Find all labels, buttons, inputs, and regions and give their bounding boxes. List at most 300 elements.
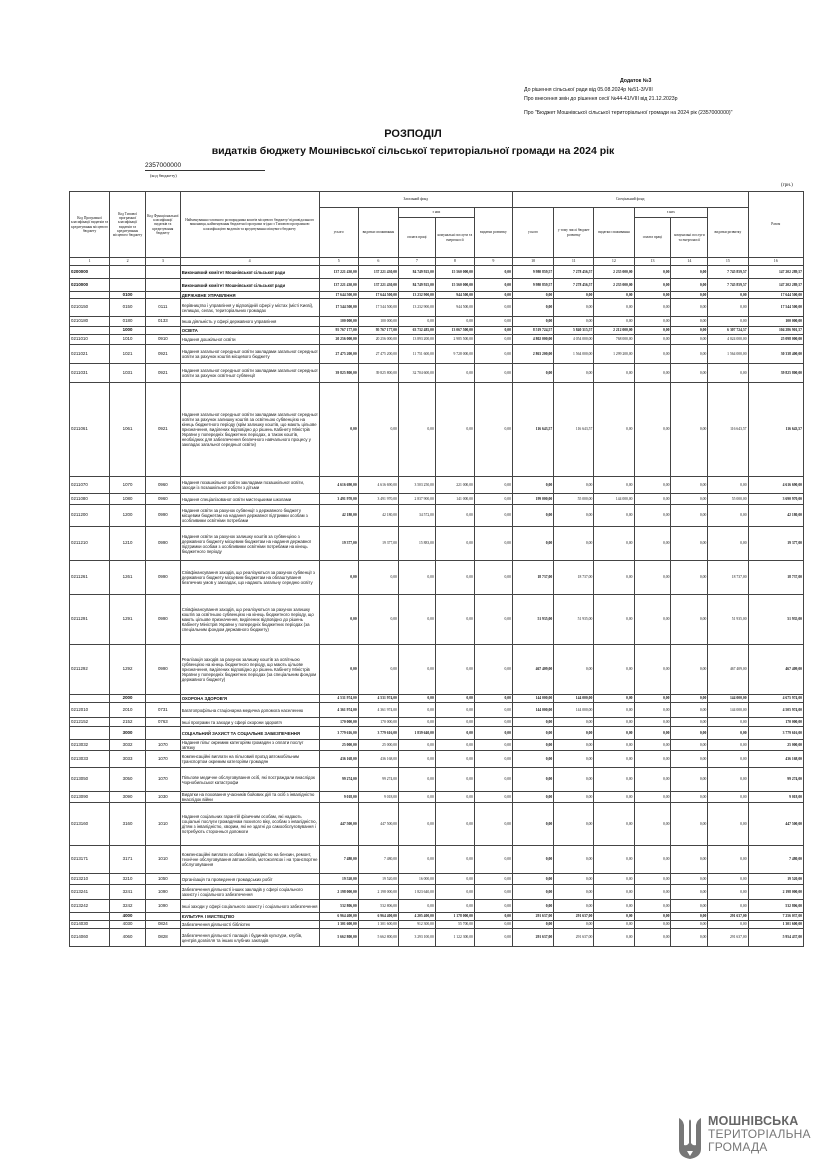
program-code-cell: 0213241 [70, 885, 110, 900]
col-name: Найменування головного розпорядника коштів місцевого бюджету/ відповідального виконавця, найменування бюджетної програми згідно з Типовою програмною класифікацією видатків та кредитування місцевого бюджету [180, 192, 319, 258]
column-number-row [70, 258, 804, 266]
amount-cell: 0,00 [474, 494, 512, 505]
amount-cell: 17 544 500,00 [319, 299, 358, 317]
amount-cell: 467 409,00 [748, 645, 803, 695]
amount-cell: 0,00 [594, 383, 634, 477]
amount-cell: 0,00 [398, 792, 435, 803]
amount-cell: 0,00 [594, 527, 634, 561]
amount-cell: 2 198 000,00 [319, 885, 358, 900]
amount-cell: 100 000,00 [319, 317, 358, 327]
program-name-cell: Інші програми та заходи у сфері охорони здоров'я [180, 718, 319, 727]
amount-cell: 0,00 [474, 874, 512, 885]
amount-cell: 7 480,00 [748, 846, 803, 874]
table-row [70, 703, 804, 718]
amount-cell: 19 377,00 [748, 527, 803, 561]
amount-cell: 4 616 690,00 [748, 477, 803, 494]
amount-cell: 0,00 [474, 279, 512, 292]
functional-code-cell: 0990 [145, 645, 180, 695]
amount-cell: 7 278 456,57 [554, 279, 594, 292]
amount-cell: 2 235 000,00 [594, 266, 634, 279]
amount-cell: 7 256 037,00 [748, 913, 803, 921]
amount-cell: 0,00 [708, 768, 748, 792]
program-name-cell: Інші заходи у сфері соціального захисту і соціального забезпечення [180, 900, 319, 913]
amount-cell: 0,00 [594, 900, 634, 913]
amount-cell: 7 480,00 [358, 846, 398, 874]
table-row [70, 494, 804, 505]
amount-cell: 0,00 [435, 561, 474, 595]
amount-cell: 0,00 [435, 874, 474, 885]
amount-cell: 0,00 [671, 327, 708, 335]
amount-cell: 0,00 [474, 364, 512, 383]
amount-cell: 768 000,00 [594, 335, 634, 345]
sf-total-header: усього [512, 208, 553, 258]
amount-cell: 3 779 616,00 [748, 727, 803, 740]
amount-cell: 0,00 [594, 505, 634, 527]
amount-cell: 3 690 970,00 [748, 494, 803, 505]
special-fund-header: Спеціальний фонд [512, 192, 748, 208]
amount-cell: 0,00 [671, 703, 708, 718]
amount-cell: 0,00 [474, 703, 512, 718]
amount-cell: 0,00 [512, 505, 553, 527]
amount-cell: 0,00 [474, 477, 512, 494]
program-name-cell: Реалізація заходів за рахунок залишку коштів за освітньою субвенцією на кінець бюджетного періоду, що мають цільове призначення, виділених відповідно до рішень Кабінету Міністрів України у попередніх бюджетних періодах (за спеціальним фондом державного бюджету) [180, 645, 319, 695]
general-fund-header: Загальний фонд [319, 192, 512, 208]
sf-salary-header: оплата праці [634, 218, 671, 258]
amount-cell: 170 000,00 [358, 718, 398, 727]
amount-cell: 0,00 [671, 279, 708, 292]
table-row [70, 929, 804, 947]
sf-utilities-header: комунальні послуги та енергоносії [671, 218, 708, 258]
amount-cell: 0,00 [634, 266, 671, 279]
amount-cell: 42 180,00 [358, 505, 398, 527]
amount-cell: 0,00 [671, 900, 708, 913]
amount-cell: 0,00 [594, 751, 634, 768]
amount-cell: 0,00 [512, 885, 553, 900]
table-group-row [70, 913, 804, 921]
program-code-cell: 0211010 [70, 335, 110, 345]
amount-cell: 0,00 [634, 527, 671, 561]
amount-cell: 0,00 [435, 703, 474, 718]
amount-cell: 2 863 200,00 [512, 345, 553, 364]
amount-cell: 0,00 [634, 327, 671, 335]
amount-cell: 0,00 [671, 718, 708, 727]
amount-cell: 0,00 [474, 266, 512, 279]
amount-cell: 1 564 000,00 [708, 345, 748, 364]
functional-code-cell [145, 695, 180, 703]
amount-cell: 0,00 [398, 317, 435, 327]
amount-cell: 18 737,00 [748, 561, 803, 595]
amount-cell: 0,00 [554, 846, 594, 874]
amount-cell: 0,00 [435, 792, 474, 803]
amount-cell: 0,00 [634, 561, 671, 595]
table-row [70, 740, 804, 751]
program-name-cell: Надання позашкільної освіти закладами позашкільної освіти, заходи із позашкільної роботи з дітьми [180, 477, 319, 494]
amount-cell: 0,00 [671, 317, 708, 327]
amount-cell: 0,00 [474, 695, 512, 703]
program-code-cell: 0210180 [70, 317, 110, 327]
amount-cell: 3 779 616,00 [319, 727, 358, 740]
amount-cell: 0,00 [554, 477, 594, 494]
program-code-cell: 0211031 [70, 364, 110, 383]
amount-cell: 532 806,00 [319, 900, 358, 913]
amount-cell: 0,00 [474, 292, 512, 299]
column-number-cell: 2 [110, 258, 146, 266]
amount-cell: 0,00 [474, 527, 512, 561]
amount-cell: 0,00 [512, 299, 553, 317]
amount-cell: 2 837 900,00 [398, 494, 435, 505]
column-number-cell: 14 [671, 258, 708, 266]
budget-table [69, 191, 804, 947]
amount-cell: 0,00 [634, 695, 671, 703]
document-title: РОЗПОДІЛ [384, 128, 442, 140]
column-number-cell: 12 [594, 258, 634, 266]
amount-cell: 7 480,00 [319, 846, 358, 874]
amount-cell: 0,00 [594, 703, 634, 718]
typical-code-cell: 1021 [110, 345, 146, 364]
amount-cell: 0,00 [398, 383, 435, 477]
col-functional-code: Код Функціональної класифікації видатків та кредитування бюджету [145, 192, 180, 258]
program-code-cell: 0213242 [70, 900, 110, 913]
typical-code-cell: 4000 [110, 913, 146, 921]
amount-cell: 15 560 000,00 [435, 279, 474, 292]
amount-cell: 0,00 [708, 900, 748, 913]
typical-code-cell: 3242 [110, 900, 146, 913]
amount-cell: 0,00 [435, 595, 474, 645]
amount-cell: 0,00 [708, 740, 748, 751]
amount-cell: 0,00 [554, 718, 594, 727]
program-name-cell: Виконавчий комітет Мошнівської сільської ради [180, 279, 319, 292]
amount-cell: 0,00 [512, 292, 553, 299]
amount-cell: 0,00 [554, 505, 594, 527]
amount-cell: 0,00 [474, 327, 512, 335]
logo-line-3: ГРОМАДА [708, 1140, 768, 1154]
functional-code-cell: 0921 [145, 383, 180, 477]
amount-cell: 137 221 430,00 [319, 266, 358, 279]
amount-cell: 9 018,00 [358, 792, 398, 803]
amount-cell: 144 000,00 [554, 703, 594, 718]
typical-code-cell: 1200 [110, 505, 146, 527]
amount-cell: 0,00 [512, 718, 553, 727]
amount-cell: 0,00 [708, 803, 748, 846]
amount-cell: 0,00 [358, 561, 398, 595]
amount-cell: 84 749 925,00 [398, 266, 435, 279]
program-code-cell: 0212152 [70, 718, 110, 727]
amount-cell: 0,00 [474, 803, 512, 846]
column-number-cell: 11 [554, 258, 594, 266]
amount-cell: 0,00 [594, 364, 634, 383]
annex-header [524, 77, 804, 118]
amount-cell: 95 767 177,00 [319, 327, 358, 335]
functional-code-cell [145, 266, 180, 279]
amount-cell: 0,00 [474, 921, 512, 929]
amount-cell: 0,00 [671, 494, 708, 505]
col-program-code: Код Програмної класифікації видатків та кредитування місцевого бюджету [70, 192, 110, 258]
amount-cell: 0,00 [512, 317, 553, 327]
amount-cell: 20 256 000,00 [319, 335, 358, 345]
program-name-cell: Надання дошкільної освіти [180, 335, 319, 345]
amount-cell: 0,00 [435, 803, 474, 846]
amount-cell: 0,00 [554, 740, 594, 751]
amount-cell: 291 637,00 [554, 929, 594, 947]
amount-cell: 0,00 [671, 527, 708, 561]
amount-cell: 0,00 [554, 645, 594, 695]
amount-cell: 0,00 [398, 703, 435, 718]
amount-cell: 137 221 430,00 [319, 279, 358, 292]
amount-cell: 18 737,00 [554, 561, 594, 595]
amount-cell: 0,00 [671, 505, 708, 527]
amount-cell: 0,00 [512, 751, 553, 768]
table-row [70, 803, 804, 846]
amount-cell: 0,00 [671, 846, 708, 874]
amount-cell: 1 301 600,00 [358, 921, 398, 929]
amount-cell: 0,00 [594, 317, 634, 327]
amount-cell: 144 000,00 [708, 703, 748, 718]
column-number-cell: 1 [70, 258, 110, 266]
typical-code-cell: 0100 [110, 292, 146, 299]
amount-cell: 144 000,00 [512, 695, 553, 703]
amount-cell: 4 531 974,00 [319, 695, 358, 703]
amount-cell: 0,00 [634, 595, 671, 645]
amount-cell: 0,00 [634, 494, 671, 505]
program-name-cell: Надання загальної середньої освіти закладами загальної середньої освіти за рахунок коштів місцевого бюджету [180, 345, 319, 364]
program-code-cell [70, 727, 110, 740]
program-name-cell: Надання загальної середньої освіти закладами загальної середньої освіти за рахунок залишку коштів за освітньою субвенцією на кінець бюджетного періоду (крім залишку коштів, що мають цільове призначення, виділених відповідно до рішень Кабінету Міністрів України у попередніх бюджетних періодах, а також коштів, необхідних для забезпечення безпечного навчального процесу у закладах загальної середньої освіти) [180, 383, 319, 477]
table-row [70, 885, 804, 900]
program-name-cell: КУЛЬТУРА І МИСТЕЦТВО [180, 913, 319, 921]
functional-code-cell: 1090 [145, 900, 180, 913]
column-number-cell: 16 [748, 258, 803, 266]
amount-cell: 4 675 974,00 [748, 695, 803, 703]
amount-cell: 51 935,00 [708, 595, 748, 645]
amount-cell: 0,00 [554, 364, 594, 383]
amount-cell: 116 643,57 [708, 383, 748, 477]
typical-code-cell: 1210 [110, 527, 146, 561]
amount-cell: 0,00 [634, 292, 671, 299]
amount-cell: 0,00 [671, 345, 708, 364]
functional-code-cell: 0960 [145, 494, 180, 505]
amount-cell: 291 637,00 [708, 929, 748, 947]
amount-cell: 17 644 500,00 [319, 292, 358, 299]
amount-cell: 0,00 [554, 792, 594, 803]
amount-cell: 0,00 [319, 595, 358, 645]
amount-cell: 0,00 [554, 527, 594, 561]
table-row [70, 364, 804, 383]
amount-cell: 9 980 859,57 [512, 266, 553, 279]
program-code-cell: 0213171 [70, 846, 110, 874]
typical-code-cell: 1080 [110, 494, 146, 505]
amount-cell: 0,00 [671, 929, 708, 947]
amount-cell: 0,00 [512, 792, 553, 803]
amount-cell: 532 806,00 [358, 900, 398, 913]
amount-cell: 2 212 000,00 [594, 327, 634, 335]
amount-cell: 84 749 925,00 [398, 279, 435, 292]
amount-cell: 0,00 [671, 803, 708, 846]
program-code-cell [70, 913, 110, 921]
typical-code-cell: 3171 [110, 846, 146, 874]
amount-cell: 1 564 000,00 [554, 345, 594, 364]
typical-code-cell [110, 279, 146, 292]
program-code-cell [70, 327, 110, 335]
functional-code-cell: 0133 [145, 317, 180, 327]
logo-line-2: ТЕРИТОРІАЛЬНА [708, 1127, 811, 1141]
amount-cell: 0,00 [594, 727, 634, 740]
column-number-cell: 6 [358, 258, 398, 266]
amount-cell: 30 338 400,00 [748, 345, 803, 364]
amount-cell: 0,00 [594, 595, 634, 645]
amount-cell: 4 024 000,00 [708, 335, 748, 345]
amount-cell: 0,00 [554, 885, 594, 900]
functional-code-cell [145, 727, 180, 740]
amount-cell: 0,00 [594, 292, 634, 299]
amount-cell: 0,00 [512, 527, 553, 561]
gf-of-them-header: з них [398, 208, 474, 218]
amount-cell: 3 491 970,00 [358, 494, 398, 505]
amount-cell: 0,00 [634, 846, 671, 874]
program-name-cell: Керівництво і управління у відповідній сфері у містах (місті Києві), селищах, селах, територіальних громадах [180, 299, 319, 317]
functional-code-cell: 1070 [145, 740, 180, 751]
amount-cell: 0,00 [708, 751, 748, 768]
table-row [70, 792, 804, 803]
amount-cell: 6 307 724,57 [708, 327, 748, 335]
amount-cell: 99 274,00 [748, 768, 803, 792]
amount-cell: 0,00 [474, 505, 512, 527]
amount-cell: 95 767 177,00 [358, 327, 398, 335]
program-name-cell: ДЕРЖАВНЕ УПРАВЛІННЯ [180, 292, 319, 299]
amount-cell: 0,00 [358, 383, 398, 477]
amount-cell: 0,00 [474, 929, 512, 947]
program-code-cell [70, 292, 110, 299]
functional-code-cell: 0828 [145, 929, 180, 947]
amount-cell: 0,00 [634, 299, 671, 317]
amount-cell: 0,00 [358, 645, 398, 695]
amount-cell: 0,00 [594, 803, 634, 846]
amount-cell: 9 018,00 [748, 792, 803, 803]
amount-cell: 4 205 400,00 [398, 913, 435, 921]
amount-cell: 0,00 [634, 364, 671, 383]
functional-code-cell: 1070 [145, 768, 180, 792]
amount-cell: 0,00 [634, 345, 671, 364]
amount-cell: 0,00 [594, 299, 634, 317]
amount-cell: 0,00 [708, 792, 748, 803]
amount-cell: 0,00 [671, 751, 708, 768]
annex-budget-line: Про "Бюджет Мошнівської сільської територіальної громади на 2024 рік (2357000000)" [524, 110, 733, 116]
program-name-cell: Компенсаційні виплати особам з інвалідністю на бензин, ремонт, технічне обслуговування автомобілів, мотоколясок і на транспортне обслуговування [180, 846, 319, 874]
amount-cell: 0,00 [671, 383, 708, 477]
amount-cell: 4 361 974,00 [319, 703, 358, 718]
amount-cell: 0,00 [435, 740, 474, 751]
amount-cell: 51 935,00 [748, 595, 803, 645]
program-name-cell: Надання соціальних гарантій фізичним особам, які надають соціальні послуги громадянам похилого віку, особам з інвалідністю, дітям з інвалідністю, хворим, які не здатні до самообслуговування і потребують сторонньої допомоги [180, 803, 319, 846]
amount-cell: 18 737,00 [512, 561, 553, 595]
amount-cell: 3 503 250,00 [398, 477, 435, 494]
amount-cell: 447 500,00 [358, 803, 398, 846]
col-typical-code: Код Типової програмної класифікації видатків та кредитування місцевого бюджету [110, 192, 146, 258]
amount-cell: 0,00 [708, 364, 748, 383]
trident-logo-icon [676, 1115, 704, 1161]
amount-cell: 4 616 690,00 [319, 477, 358, 494]
typical-code-cell: 3090 [110, 792, 146, 803]
amount-cell: 25 000,00 [319, 740, 358, 751]
functional-code-cell: 1010 [145, 803, 180, 846]
amount-cell: 9 018,00 [319, 792, 358, 803]
logo-line-1: МОШНІВСЬКА [708, 1114, 799, 1128]
amount-cell: 0,00 [708, 477, 748, 494]
program-name-cell: Надання освіти за рахунок субвенції з державного бюджету місцевим бюджетам на надання державної підтримки особам з особливими освітніми потребами [180, 505, 319, 527]
amount-cell: 16 000,00 [398, 874, 435, 885]
amount-cell: 0,00 [671, 913, 708, 921]
functional-code-cell: 1010 [145, 846, 180, 874]
program-code-cell: 0200000 [70, 266, 110, 279]
amount-cell: 0,00 [554, 317, 594, 327]
amount-cell: 19 520,00 [748, 874, 803, 885]
gf-utilities-header: комунальні послуги та енергоносії [435, 218, 474, 258]
amount-cell: 0,00 [671, 740, 708, 751]
program-name-cell: Інша діяльність у сфері державного управління [180, 317, 319, 327]
amount-cell: 0,00 [634, 792, 671, 803]
functional-code-cell: 0824 [145, 921, 180, 929]
amount-cell: 0,00 [554, 299, 594, 317]
program-code-cell: 0211200 [70, 505, 110, 527]
amount-cell: 144 000,00 [512, 703, 553, 718]
amount-cell: 6 964 400,00 [358, 913, 398, 921]
gf-consumption-header: видатки споживання [358, 208, 398, 258]
amount-cell: 0,00 [554, 292, 594, 299]
amount-cell: 34 572,00 [398, 505, 435, 527]
amount-cell: 0,00 [671, 695, 708, 703]
gf-development-header: видатки розвитку [474, 208, 512, 258]
amount-cell: 0,00 [398, 846, 435, 874]
budget-code: 2357000000 [145, 162, 265, 171]
amount-cell: 0,00 [435, 751, 474, 768]
program-name-cell: Забезпечення діяльності бібліотек [180, 921, 319, 929]
amount-cell: 0,00 [634, 921, 671, 929]
amount-cell: 221 000,00 [435, 477, 474, 494]
amount-cell: 0,00 [474, 768, 512, 792]
amount-cell: 63 732 485,00 [398, 327, 435, 335]
amount-cell: 0,00 [554, 751, 594, 768]
amount-cell: 0,00 [671, 645, 708, 695]
amount-cell: 0,00 [554, 900, 594, 913]
typical-code-cell [110, 266, 146, 279]
amount-cell: 0,00 [398, 718, 435, 727]
amount-cell: 116 643,57 [512, 383, 553, 477]
amount-cell: 0,00 [512, 900, 553, 913]
amount-cell: 0,00 [398, 645, 435, 695]
amount-cell: 0,00 [398, 803, 435, 846]
amount-cell: 0,00 [594, 740, 634, 751]
typical-code-cell: 2010 [110, 703, 146, 718]
amount-cell: 0,00 [398, 695, 435, 703]
table-row [70, 595, 804, 645]
program-name-cell: Надання загальної середньої освіти закладами загальної середньої освіти за рахунок освітньої субвенції [180, 364, 319, 383]
functional-code-cell: 1030 [145, 792, 180, 803]
amount-cell: 3 491 970,00 [319, 494, 358, 505]
amount-cell: 39 825 800,00 [748, 364, 803, 383]
typical-code-cell: 4030 [110, 921, 146, 929]
currency-label: (грн.) [781, 183, 793, 188]
amount-cell: 0,00 [634, 929, 671, 947]
annex-number: Додаток №3 [620, 78, 652, 84]
column-number-cell: 7 [398, 258, 435, 266]
amount-cell: 5 840 315,57 [554, 327, 594, 335]
amount-cell: 0,00 [634, 383, 671, 477]
functional-code-cell: 0990 [145, 527, 180, 561]
typical-code-cell: 3050 [110, 768, 146, 792]
amount-cell: 0,00 [594, 645, 634, 695]
table-row [70, 477, 804, 494]
amount-cell: 99 274,00 [358, 768, 398, 792]
program-code-cell: 0211080 [70, 494, 110, 505]
